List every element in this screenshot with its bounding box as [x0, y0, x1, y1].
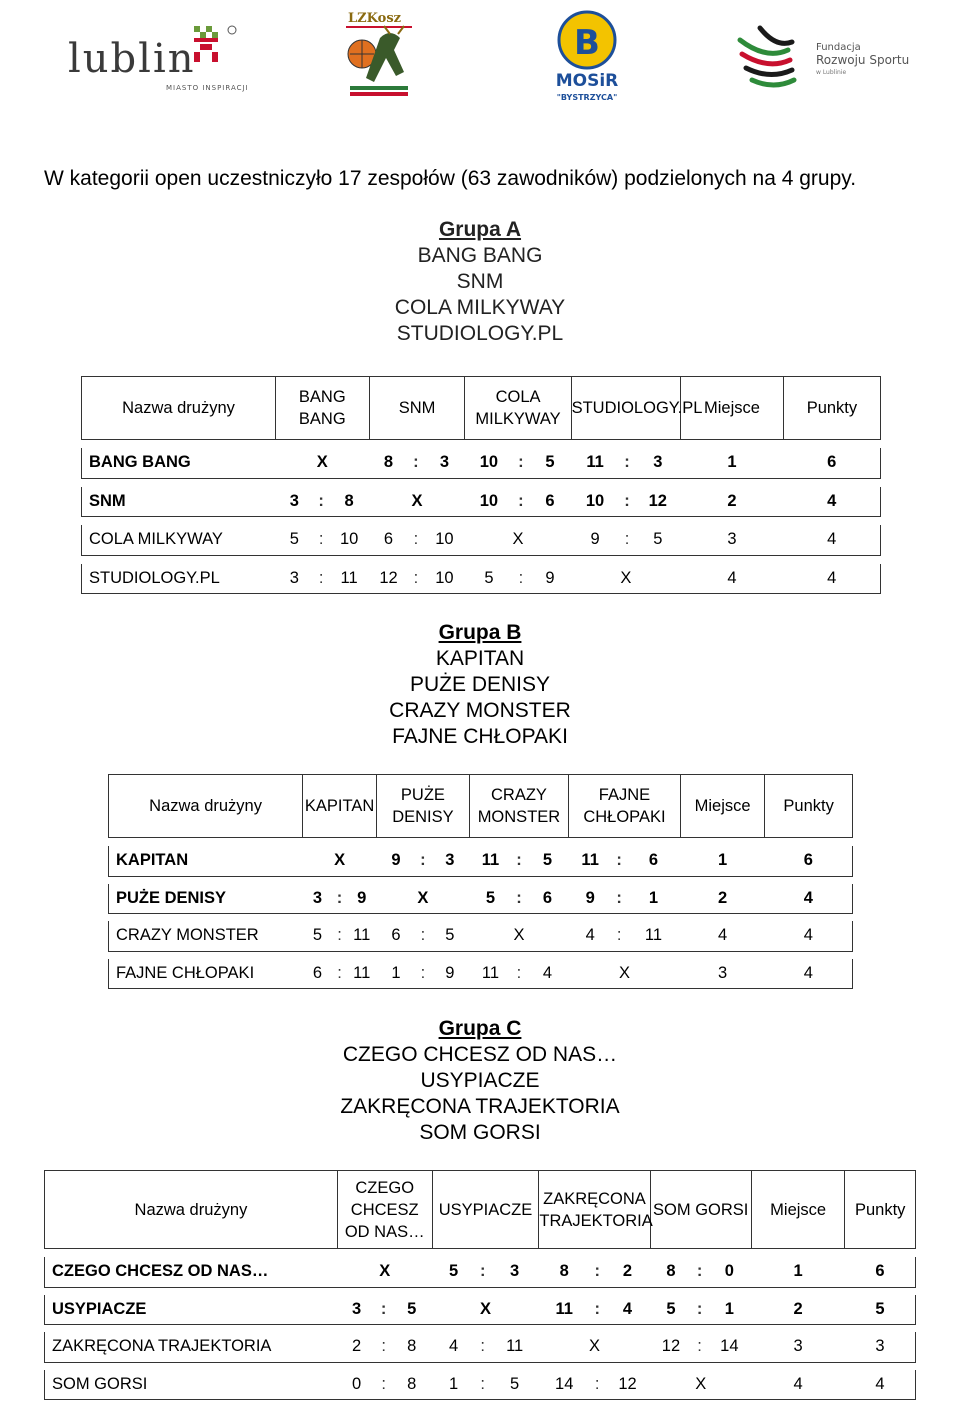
points-value: 4 [783, 525, 880, 555]
group-a-title: Grupa A [438, 218, 522, 241]
place-value: 2 [680, 884, 764, 914]
score-against: 9 [430, 959, 469, 989]
score-separator: : [590, 1370, 605, 1400]
self-match: X [465, 525, 571, 555]
group-b-team: KAPITAN [435, 647, 525, 670]
group-a-team: STUDIOLOGY.PL [396, 322, 564, 345]
self-match: X [469, 921, 568, 951]
points-value: 4 [765, 959, 853, 989]
score-for: 11 [571, 448, 619, 478]
group-b-team: PUŻE DENISY [409, 673, 551, 696]
score-for: 10 [571, 487, 619, 517]
score-against: 5 [526, 846, 568, 876]
header-opponent: KAPITAN [303, 775, 377, 838]
place-value: 3 [680, 959, 764, 989]
score-separator: : [475, 1332, 490, 1362]
group-c-team: USYPIACZE [420, 1069, 540, 1092]
place-value: 1 [681, 448, 784, 478]
table-row [109, 959, 853, 989]
score-separator: : [416, 921, 431, 951]
score-for: 3 [276, 564, 314, 594]
group-a-team: SNM [456, 270, 504, 293]
score-for: 14 [539, 1370, 590, 1400]
score-separator: : [612, 884, 627, 914]
score-against: 9 [529, 564, 571, 594]
score-against: 5 [391, 1295, 432, 1325]
fundacja-logo [736, 20, 910, 100]
group-c-header [0, 1016, 960, 1146]
table-row [45, 1332, 916, 1362]
self-match: X [303, 846, 377, 876]
score-separator: : [692, 1332, 707, 1362]
score-against: 6 [526, 884, 568, 914]
lzkosz-logo [340, 8, 418, 104]
table-row [45, 1370, 916, 1400]
score-for: 8 [650, 1257, 692, 1287]
score-against: 6 [627, 846, 681, 876]
team-name: COLA MILKYWAY [82, 525, 276, 555]
score-separator: : [475, 1257, 490, 1287]
place-value: 4 [751, 1370, 845, 1400]
points-value: 6 [845, 1257, 916, 1287]
lublin-logo [66, 22, 256, 94]
score-separator: : [692, 1295, 707, 1325]
score-against: 3 [430, 846, 469, 876]
group-c-title: Grupa C [438, 1017, 522, 1040]
score-for: 9 [571, 525, 619, 555]
score-separator: : [512, 884, 527, 914]
score-against: 8 [329, 487, 369, 517]
self-match: X [432, 1295, 539, 1325]
table-row [109, 921, 853, 951]
score-against: 12 [605, 1370, 650, 1400]
score-against: 5 [529, 448, 571, 478]
score-for: 5 [303, 921, 333, 951]
header-opponent: COLA MILKYWAY [465, 377, 571, 440]
group-c-team: SOM GORSI [419, 1121, 541, 1144]
team-name: KAPITAN [109, 846, 303, 876]
group-c-team: CZEGO CHCESZ OD NAS… [342, 1043, 618, 1066]
header-opponent: SOM GORSI [650, 1171, 751, 1249]
group-b-title: Grupa B [438, 621, 522, 644]
self-match: X [571, 564, 681, 594]
team-name: SOM GORSI [45, 1370, 338, 1400]
score-against: 11 [329, 564, 369, 594]
points-value: 4 [765, 921, 853, 951]
table-row [82, 487, 881, 517]
score-against: 4 [526, 959, 568, 989]
team-name: STUDIOLOGY.PL [82, 564, 276, 594]
points-value: 3 [845, 1332, 916, 1362]
team-name: PUŻE DENISY [109, 884, 303, 914]
score-separator: : [513, 487, 529, 517]
place-value: 1 [680, 846, 764, 876]
score-against: 0 [707, 1257, 751, 1287]
score-separator: : [619, 525, 635, 555]
score-for: 1 [432, 1370, 475, 1400]
score-separator: : [408, 564, 424, 594]
svg-text:Fundacja: Fundacja [816, 42, 861, 53]
header-team-name: Nazwa drużyny [45, 1171, 338, 1249]
place-value: 3 [751, 1332, 845, 1362]
score-for: 1 [377, 959, 416, 989]
score-against: 12 [635, 487, 681, 517]
group-b-table [108, 774, 853, 989]
table-row [109, 884, 853, 914]
score-for: 6 [377, 921, 416, 951]
score-against: 3 [490, 1257, 538, 1287]
score-for: 4 [432, 1332, 475, 1362]
header-opponent: USYPIACZE [432, 1171, 539, 1249]
score-separator: : [590, 1257, 605, 1287]
score-against: 1 [707, 1295, 751, 1325]
team-name: ZAKRĘCONA TRAJEKTORIA [45, 1332, 338, 1362]
score-separator: : [376, 1332, 391, 1362]
table-row [45, 1257, 916, 1287]
intro-text: W kategorii open uczestniczyło 17 zespołów (63 zawodników) podzielonych na 4 grupy. [44, 167, 857, 190]
score-against: 3 [635, 448, 681, 478]
score-separator: : [513, 564, 529, 594]
score-for: 9 [569, 884, 612, 914]
header-place: Miejsce [680, 775, 764, 838]
table-row [82, 564, 881, 594]
score-for: 12 [650, 1332, 692, 1362]
score-against: 9 [347, 884, 377, 914]
svg-text:Rozwoju Sportu: Rozwoju Sportu [816, 53, 910, 67]
score-against: 11 [347, 959, 377, 989]
lublin-logo-text: lublin [68, 36, 196, 82]
self-match: X [569, 959, 681, 989]
group-a-team: COLA MILKYWAY [394, 296, 566, 319]
header-opponent: ZAKRĘCONA TRAJEKTORIA [539, 1171, 650, 1249]
score-for: 6 [303, 959, 333, 989]
score-separator: : [408, 525, 424, 555]
score-against: 10 [329, 525, 369, 555]
group-c-team: ZAKRĘCONA TRAJEKTORIA [340, 1095, 620, 1118]
group-a-table [81, 376, 881, 594]
group-a-header [0, 217, 960, 347]
score-against: 4 [605, 1295, 650, 1325]
score-for: 4 [569, 921, 612, 951]
group-a-team: BANG BANG [417, 244, 543, 267]
score-for: 11 [469, 846, 511, 876]
header-team-name: Nazwa drużyny [82, 377, 276, 440]
score-separator: : [313, 564, 329, 594]
score-for: 11 [469, 959, 511, 989]
score-for: 5 [276, 525, 314, 555]
header-opponent: FAJNE CHŁOPAKI [569, 775, 681, 838]
score-for: 9 [377, 846, 416, 876]
group-b-team: CRAZY MONSTER [389, 699, 571, 722]
score-separator: : [313, 487, 329, 517]
score-for: 10 [465, 448, 513, 478]
score-against: 3 [424, 448, 465, 478]
score-separator: : [376, 1295, 391, 1325]
score-separator: : [332, 921, 347, 951]
self-match: X [276, 448, 370, 478]
points-value: 4 [783, 487, 880, 517]
score-for: 5 [465, 564, 513, 594]
self-match: X [377, 884, 470, 914]
header-opponent: CZEGO CHCESZ OD NAS… [337, 1171, 432, 1249]
group-c-table [44, 1170, 916, 1400]
score-for: 11 [539, 1295, 590, 1325]
score-separator: : [416, 846, 431, 876]
score-for: 6 [369, 525, 408, 555]
place-value: 3 [681, 525, 784, 555]
header-points: Punkty [765, 775, 853, 838]
score-against: 11 [627, 921, 681, 951]
score-against: 10 [424, 564, 465, 594]
score-for: 5 [650, 1295, 692, 1325]
score-for: 3 [303, 884, 333, 914]
score-against: 11 [347, 921, 377, 951]
header-opponent: CRAZY MONSTER [469, 775, 568, 838]
score-for: 8 [539, 1257, 590, 1287]
team-name: SNM [82, 487, 276, 517]
group-b-header [0, 620, 960, 750]
score-for: 0 [337, 1370, 376, 1400]
header-place: Miejsce [751, 1171, 845, 1249]
points-value: 4 [845, 1370, 916, 1400]
score-against: 14 [707, 1332, 751, 1362]
score-separator: : [513, 448, 529, 478]
score-separator: : [408, 448, 424, 478]
team-name: BANG BANG [82, 448, 276, 478]
svg-text:w Lublinie: w Lublinie [816, 69, 847, 76]
score-against: 6 [529, 487, 571, 517]
group-b-team: FAJNE CHŁOPAKI [392, 725, 568, 748]
points-value: 6 [765, 846, 853, 876]
score-for: 2 [337, 1332, 376, 1362]
score-for: 8 [369, 448, 408, 478]
header-opponent: SNM [369, 377, 465, 440]
header-opponent: BANG BANG [276, 377, 370, 440]
header-points: Punkty [783, 377, 880, 440]
score-separator: : [332, 884, 347, 914]
team-name: CRAZY MONSTER [109, 921, 303, 951]
score-against: 11 [490, 1332, 538, 1362]
table-row [109, 846, 853, 876]
self-match: X [369, 487, 465, 517]
score-against: 10 [424, 525, 465, 555]
score-against: 5 [635, 525, 681, 555]
points-value: 4 [765, 884, 853, 914]
score-separator: : [619, 448, 635, 478]
score-separator: : [376, 1370, 391, 1400]
score-against: 8 [391, 1370, 432, 1400]
score-for: 3 [337, 1295, 376, 1325]
place-value: 2 [681, 487, 784, 517]
self-match: X [650, 1370, 751, 1400]
header-points: Punkty [845, 1171, 916, 1249]
table-row [45, 1295, 916, 1325]
score-separator: : [475, 1370, 490, 1400]
table-row [82, 525, 881, 555]
svg-text:LZKosz: LZKosz [348, 11, 402, 26]
score-separator: : [590, 1295, 605, 1325]
score-against: 1 [627, 884, 681, 914]
place-value: 2 [751, 1295, 845, 1325]
header-opponent: PUŻE DENISY [377, 775, 470, 838]
score-separator: : [416, 959, 431, 989]
place-value: 4 [681, 564, 784, 594]
score-against: 2 [605, 1257, 650, 1287]
self-match: X [337, 1257, 432, 1287]
header-team-name: Nazwa drużyny [109, 775, 303, 838]
score-for: 10 [465, 487, 513, 517]
mosir-logo [552, 8, 622, 104]
svg-text:"BYSTRZYCA": "BYSTRZYCA" [556, 93, 618, 102]
score-separator: : [612, 921, 627, 951]
score-separator: : [313, 525, 329, 555]
score-for: 12 [369, 564, 408, 594]
points-value: 6 [783, 448, 880, 478]
team-name: FAJNE CHŁOPAKI [109, 959, 303, 989]
svg-text:MIASTO INSPIRACJI: MIASTO INSPIRACJI [166, 84, 249, 92]
score-against: 8 [391, 1332, 432, 1362]
score-against: 5 [430, 921, 469, 951]
score-for: 11 [569, 846, 612, 876]
team-name: USYPIACZE [45, 1295, 338, 1325]
score-separator: : [612, 846, 627, 876]
points-value: 5 [845, 1295, 916, 1325]
team-name: CZEGO CHCESZ OD NAS… [45, 1257, 338, 1287]
header-place: Miejsce [681, 377, 784, 440]
score-for: 3 [276, 487, 314, 517]
score-separator: : [332, 959, 347, 989]
place-value: 1 [751, 1257, 845, 1287]
header-opponent: STUDIOLOGY.PL [571, 377, 681, 440]
place-value: 4 [680, 921, 764, 951]
score-for: 5 [469, 884, 511, 914]
score-against: 5 [490, 1370, 538, 1400]
table-row [82, 448, 881, 478]
score-for: 5 [432, 1257, 475, 1287]
score-separator: : [619, 487, 635, 517]
score-separator: : [692, 1257, 707, 1287]
self-match: X [539, 1332, 650, 1362]
score-separator: : [512, 959, 527, 989]
points-value: 4 [783, 564, 880, 594]
score-separator: : [512, 846, 527, 876]
svg-text:B: B [574, 23, 600, 63]
svg-text:MOSiR: MOSiR [555, 71, 619, 91]
